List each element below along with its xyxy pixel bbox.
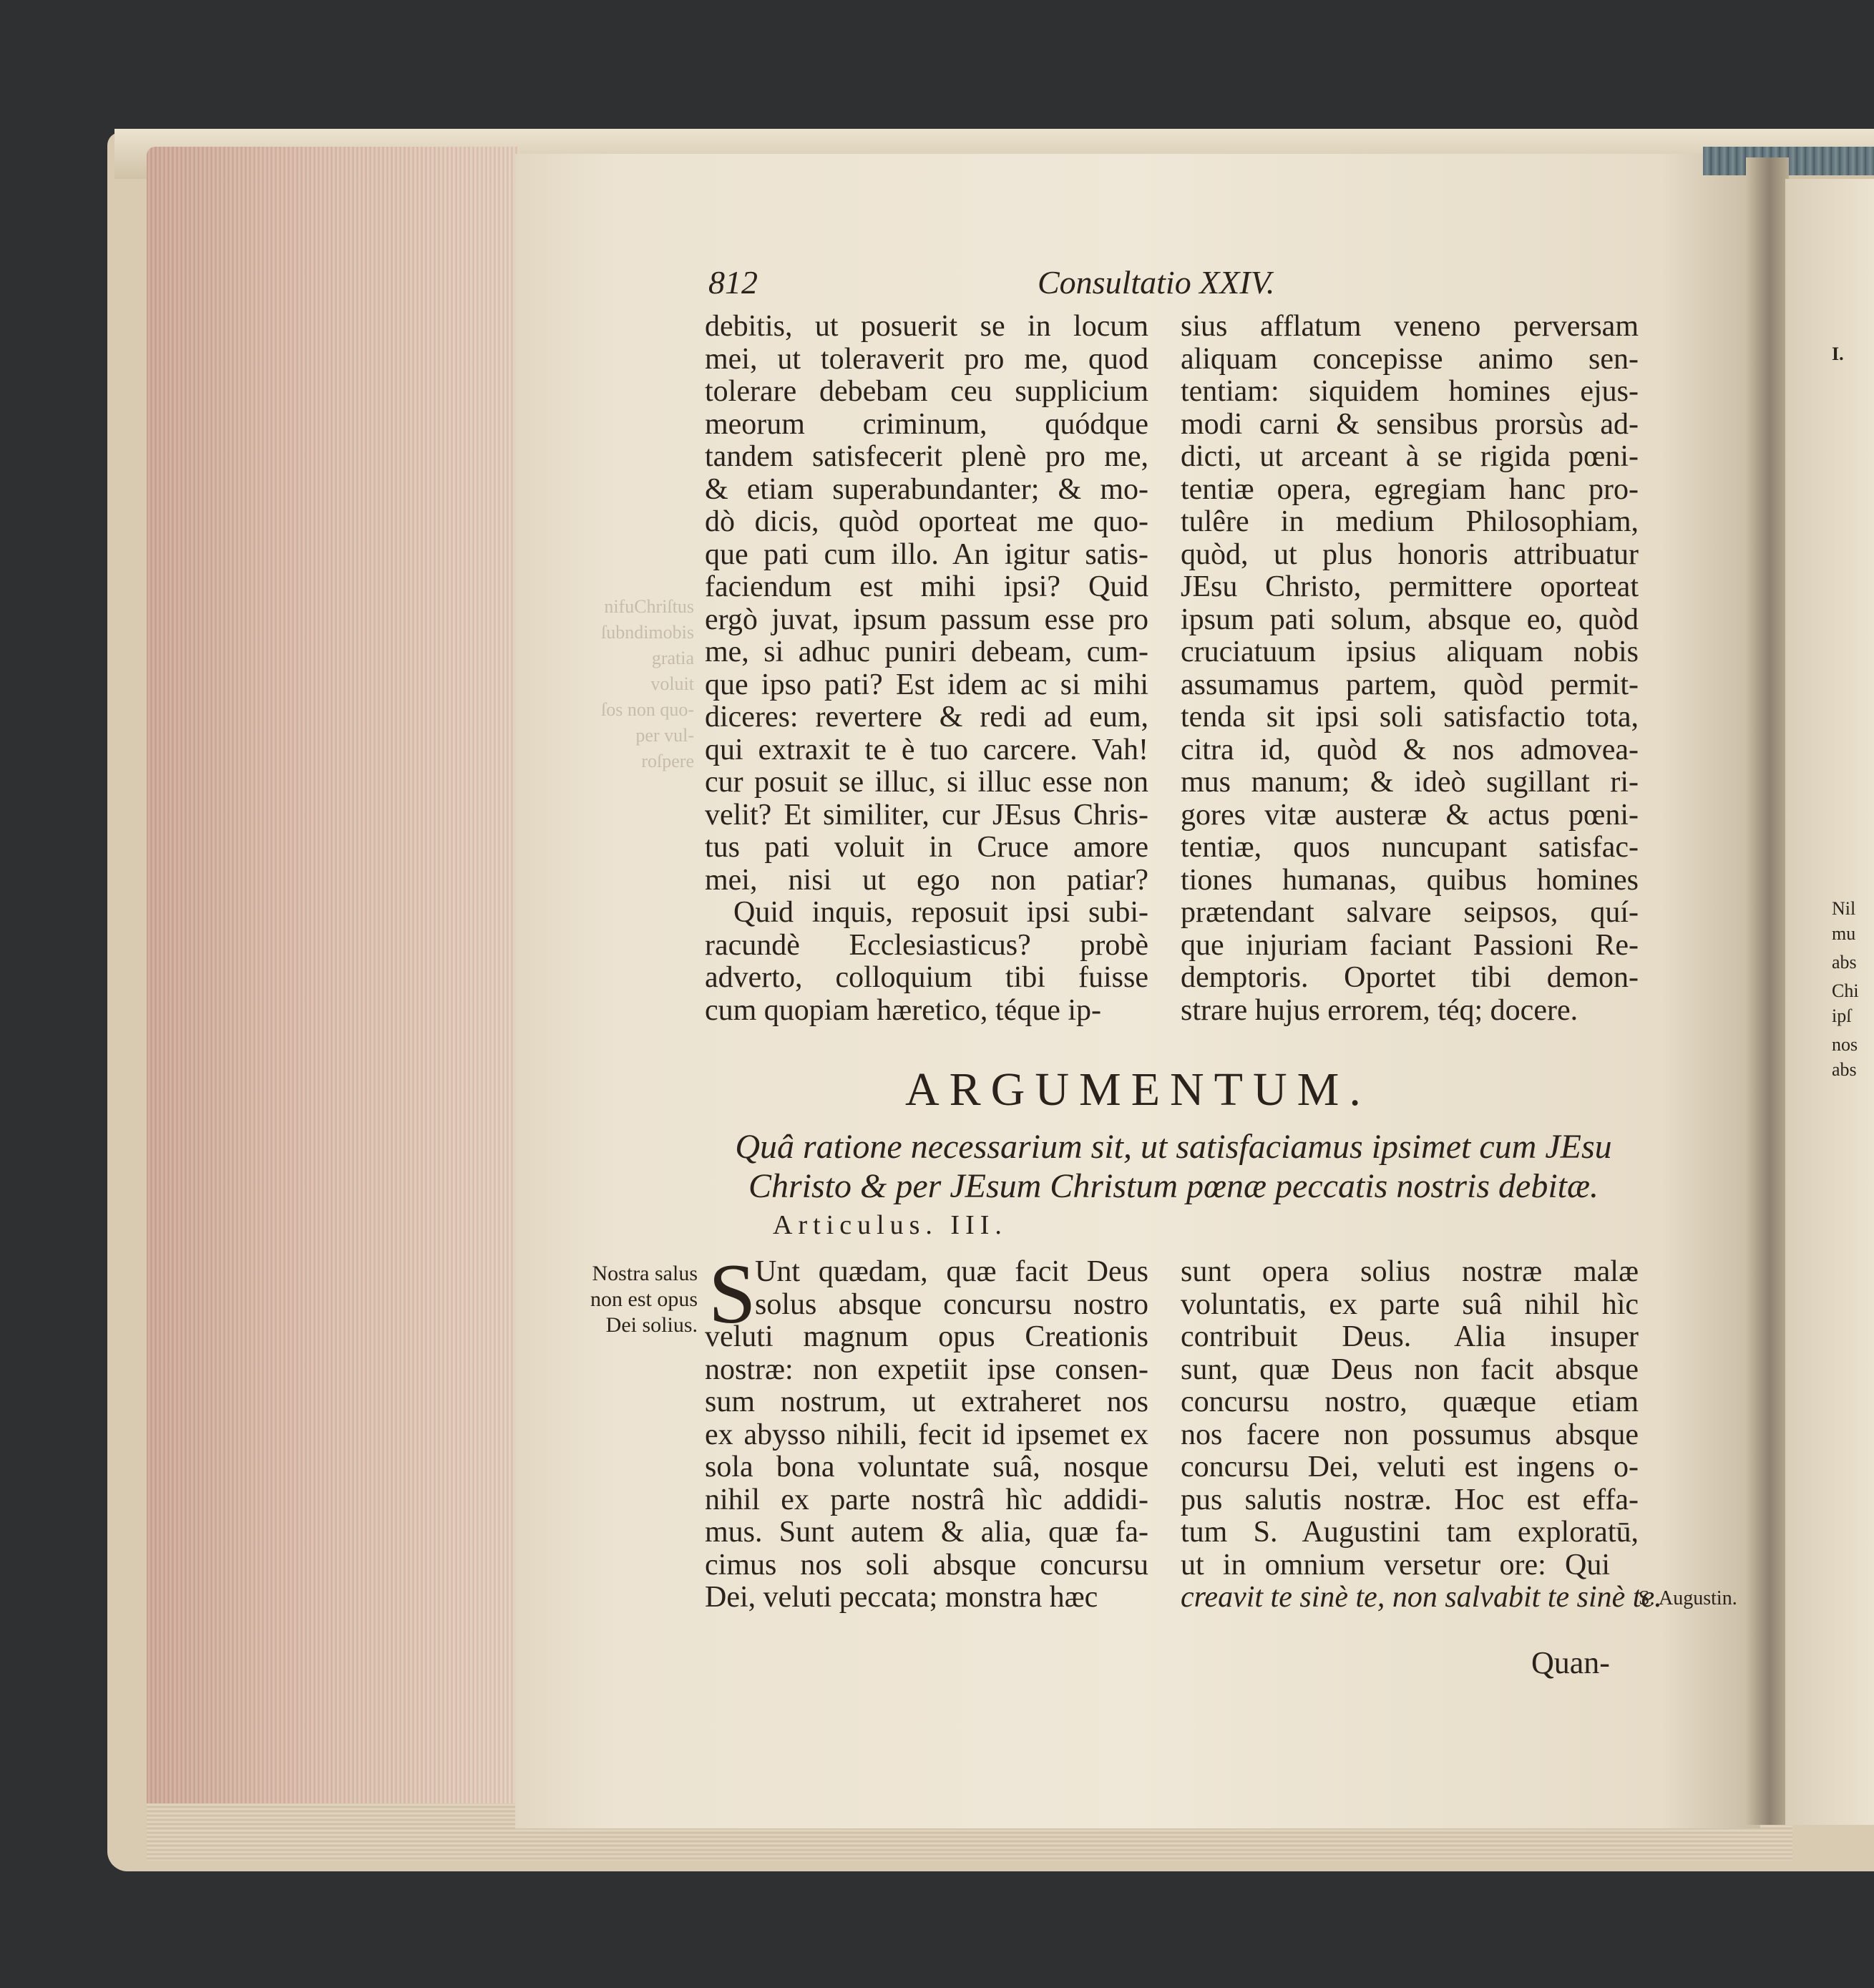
marginal-note-augustin: S. Augustin. [1639, 1587, 1737, 1609]
facing-page-fragment: ipſ [1832, 1005, 1852, 1026]
text-line: que ipso pati? Est idem ac si mihi [705, 668, 1148, 701]
text-line: ex abysso nihili, fecit id ipsemet ex [705, 1418, 1148, 1451]
facing-page-fragment: Chi [1832, 980, 1859, 1001]
facing-page-fragment: I. [1832, 343, 1844, 364]
text-line: demptoris. Oportet tibi demon- [1181, 961, 1639, 994]
text-line: citra id, quòd & nos admovea- [1181, 733, 1639, 766]
text-line: que injuriam faciant Passioni Re- [1181, 928, 1639, 962]
catchword: Quan- [1531, 1645, 1610, 1680]
text-line: sius afflatum veneno perversam [1181, 310, 1639, 343]
facing-page-fragment: Nil [1832, 898, 1856, 919]
text-line: voluntatis, ex parte suâ nihil hìc [1181, 1287, 1639, 1321]
text-line: Quid inquis, reposuit ipsi subi- [733, 896, 1148, 929]
argument-heading: ARGUMENTUM. [905, 1063, 1371, 1116]
text-line: tum S. Augustini tam exploratū, [1181, 1516, 1639, 1549]
drop-cap: S [708, 1246, 756, 1341]
text-line: aliquam concepisse animo sen- [1181, 342, 1639, 376]
text-line: me, si adhuc puniri debeam, cum- [705, 635, 1148, 668]
text-line: tentiæ opera, egregiam hanc pro- [1181, 472, 1639, 506]
text-line: ergò juvat, ipsum passum esse pro [705, 603, 1148, 636]
text-line: cimus nos soli absque concursu [705, 1548, 1148, 1582]
text-line: veluti magnum opus Creationis [705, 1320, 1148, 1353]
text-line: prætendant salvare seipsos, quí- [1181, 896, 1639, 929]
text-line: sunt opera solius nostræ malæ [1181, 1255, 1639, 1288]
text-line: qui extraxit te è tuo carcere. Vah! [705, 733, 1148, 766]
text-line: nihil ex parte nostrâ hìc addidi- [705, 1483, 1148, 1516]
text-line: nostræ: non expetiit ipse consen- [705, 1353, 1148, 1386]
facing-page-fragment: abs [1832, 1059, 1857, 1080]
text-line: strare hujus errorem, téq; docere. [1181, 993, 1578, 1027]
text-line: concursu nostro, quæque etiam [1181, 1385, 1639, 1418]
running-title: Consultatio XXIV. [1038, 264, 1275, 301]
show-through-text: nifuChriſtus ſubndimobis gratia voluit ſos non quo- per vul- roſpere [600, 596, 694, 771]
marginal-note-line: non est opus [590, 1287, 698, 1311]
text-line: tiones humanas, quibus homines [1181, 863, 1639, 897]
text-line: mus. Sunt autem & alia, quæ fa- [705, 1516, 1148, 1549]
text-line: cruciatuum ipsius aliquam nobis [1181, 635, 1639, 668]
text-line: velit? Et similiter, cur JEsus Chris- [705, 798, 1148, 832]
text-line: gores vitæ austeræ & actus pœni- [1181, 798, 1639, 832]
gutter [1746, 157, 1789, 1825]
text-line: assumamus partem, quòd permit- [1181, 668, 1639, 701]
text-line: concursu Dei, veluti est ingens o- [1181, 1451, 1639, 1483]
text-line: contribuit Deus. Alia insuper [1181, 1320, 1639, 1353]
right-column [1181, 311, 1639, 1027]
text-line: tolerare debebam ceu supplicium [705, 375, 1148, 408]
text-line: meorum criminum, quódque [705, 407, 1148, 441]
text-line: & etiam superabundanter; & mo- [705, 472, 1148, 506]
argument-line-2: Christo & per JEsum Christum pœnæ peccatis nostris debitæ. [748, 1167, 1599, 1205]
text-line: quòd, ut plus honoris attribuatur [1181, 537, 1639, 571]
argument-line-1: Quâ ratione necessarium sit, ut satisfaciamus ipsimet cum JEsu [735, 1128, 1612, 1166]
text-line: mus manum; & ideò sugillant ri- [1181, 766, 1639, 799]
facing-page-fragment: nos [1832, 1034, 1858, 1055]
left-column [705, 311, 1148, 1027]
text-line: cum quopiam hæretico, téque ip- [705, 993, 1102, 1027]
text-line: pus salutis nostræ. Hoc est effa- [1181, 1483, 1639, 1516]
text-line: Dei, veluti peccata; monstra hæc [705, 1581, 1098, 1614]
text-line: ipsum pati solum, absque eo, quòd [1181, 603, 1639, 636]
text-line: tentiæ, quos nuncupant satisfac- [1181, 831, 1639, 864]
text-line: dò dicis, quòd oporteat me quo- [705, 505, 1148, 538]
text-line: creavit te sinè te, non salvabit te sinè te. [1181, 1581, 1662, 1614]
marginal-note [555, 1261, 698, 1338]
text-line: sum nostrum, ut extraheret nos [705, 1385, 1148, 1418]
text-line: tenda sit ipsi soli satisfactio tota, [1181, 701, 1639, 734]
text-line: tandem satisfecerit plenè pro me, [705, 440, 1148, 473]
text-line: dicti, ut arceant à se rigida pœni- [1181, 440, 1639, 473]
marginal-note-line: Nostra salus [592, 1262, 698, 1285]
text-line: tulêre in medium Philosophiam, [1181, 505, 1639, 538]
text-line: ut in omnium versetur ore: Qui [1181, 1548, 1610, 1582]
text-line: tus pati voluit in Cruce amore [705, 831, 1148, 864]
text-line: tentiam: siquidem homines ejus- [1181, 375, 1639, 408]
text-line: adverto, colloquium tibi fuisse [705, 961, 1148, 994]
marginal-note-line: Dei solius. [605, 1313, 698, 1337]
articulus-heading: Articulus. III. [773, 1210, 1007, 1240]
text-line: debitis, ut posuerit se in locum [705, 310, 1148, 343]
text-line: solus absque concursu nostro [755, 1287, 1148, 1321]
text-line: modi carni & sensibus prorsùs ad- [1181, 407, 1639, 441]
text-line: diceres: revertere & redi ad eum, [705, 701, 1148, 734]
right-column-2 [1181, 1255, 1662, 1614]
facing-page-fragment: mu [1832, 923, 1856, 944]
text-line: que pati cum illo. An igitur satis- [705, 537, 1148, 571]
text-line: faciendum est mihi ipsi? Quid [705, 570, 1148, 603]
page-number: 812 [708, 264, 758, 301]
right-page [1785, 179, 1874, 1825]
text-line: nos facere non possumus absque [1181, 1418, 1639, 1451]
text-line: sola bona voluntate suâ, nosque [705, 1451, 1148, 1483]
left-column-2 [705, 1256, 1148, 1614]
text-line: cur posuit se illuc, si illuc esse non [705, 766, 1148, 799]
text-line: sunt, quæ Deus non facit absque [1181, 1353, 1639, 1386]
text-line: JEsu Christo, permittere oporteat [1181, 570, 1639, 603]
text-line: racundè Ecclesiasticus? probè [705, 928, 1148, 962]
text-line: mei, nisi ut ego non patiar? [705, 863, 1148, 897]
facing-page-fragment: abs [1832, 952, 1857, 973]
text-line: Unt quædam, quæ facit Deus [755, 1255, 1148, 1288]
text-line: mei, ut toleraverit pro me, quod [705, 342, 1148, 376]
page-edges [147, 147, 519, 1853]
